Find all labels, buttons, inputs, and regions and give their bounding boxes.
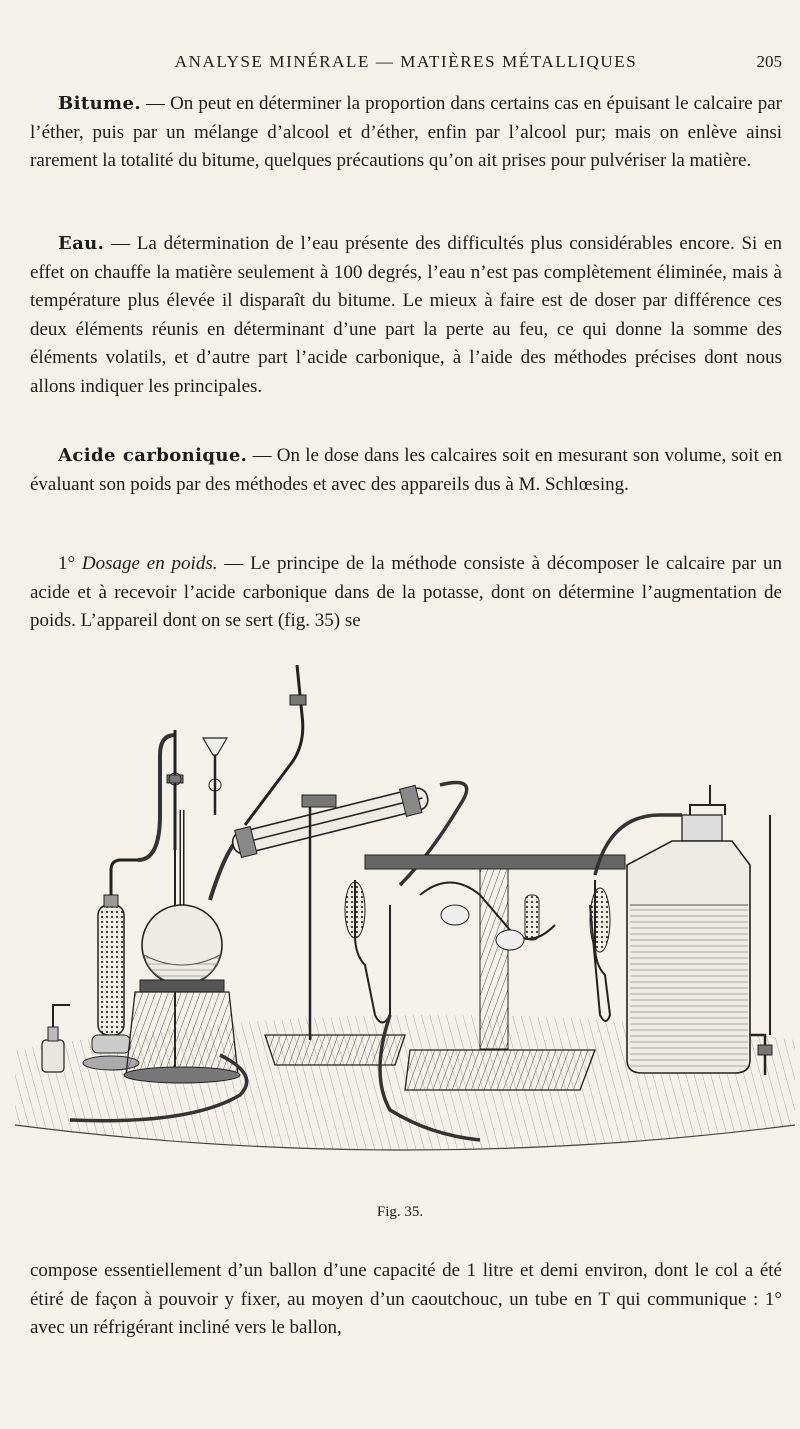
paragraph-text: — On peut en déterminer la proportion dans certains cas en épuisant le calcaire par l’éther, puis par un mélange d’alcool et d’éther, enfin par l’alcool pur; mais on enlève ainsi rarement la totalité du bitume, quelques précautions qu’on ait prises pour pulvériser la matière. (30, 93, 782, 172)
burner-stand (124, 980, 240, 1083)
absorber-tube-right (590, 880, 610, 1021)
apparatus-illustration (10, 655, 800, 1195)
page-number: 205 (756, 52, 782, 71)
paragraph-acide-carbonique (30, 442, 782, 499)
paragraph-text: — On le dose dans les calcaires soit en mesurant son volume, soit en évaluant son poids par des méthodes et avec des appareils dus à M. Schlœsing. (30, 445, 783, 495)
paragraph-text: — Le principe de la méthode consiste à décomposer le calcaire par un acide et à recevoir l’acide carbonique dans de la potasse, dont on détermine l’augmentation de poids. L’appareil dont on se sert (fig. 35) se (30, 553, 782, 632)
paragraph-eau (30, 230, 782, 402)
rubber-tube-left (138, 735, 175, 860)
gas-outlet-tube (245, 665, 303, 825)
outlet-stopcock (290, 695, 306, 705)
paragraph-lead: Eau. (58, 233, 105, 254)
aspirator-bottle (627, 785, 772, 1075)
paragraph-dosage (30, 550, 782, 636)
paragraph-lead: Dosage en poids. (81, 553, 218, 574)
running-title: ANALYSE MINÉRALE — MATIÈRES MÉTALLIQUES (174, 52, 638, 71)
paragraph-lead: Bitume. (58, 93, 142, 114)
funnel (203, 738, 227, 815)
paragraph-bitume (30, 90, 782, 176)
absorber-tube-left (345, 880, 390, 1023)
running-head (30, 52, 782, 76)
paragraph-lead: Acide carbonique. (58, 445, 248, 466)
paragraph-number: 1° (58, 553, 82, 574)
figure-caption: Fig. 35. (376, 1204, 424, 1220)
apparatus-figure (10, 655, 800, 1195)
paragraph-continuation: compose essentiellement d’un ballon d’une capacité de 1 litre et demi environ, dont le col a été étiré de façon à pouvoir y fixer, au moyen d’un caoutchouc, un tube en T qui communique : 1° avec un réfrigérant incliné vers le ballon, (30, 1260, 782, 1339)
paragraph-text: — La détermination de l’eau présente des difficultés plus considérables encore. Si en effet on chauffe la matière seulement à 100 degrés, l’eau n’est pas complètement éliminée, mais à température plus élevée il disparaît du bitume. Le mieux à faire est de doser par différence ces deux éléments réunis en déterminant d’une part la perte au feu, ce qui donne la somme des éléments volatils, et d’autre part l’acide carbonique, à l’aide des méthodes précises dont nous allons indiquer les principales. (30, 233, 782, 397)
